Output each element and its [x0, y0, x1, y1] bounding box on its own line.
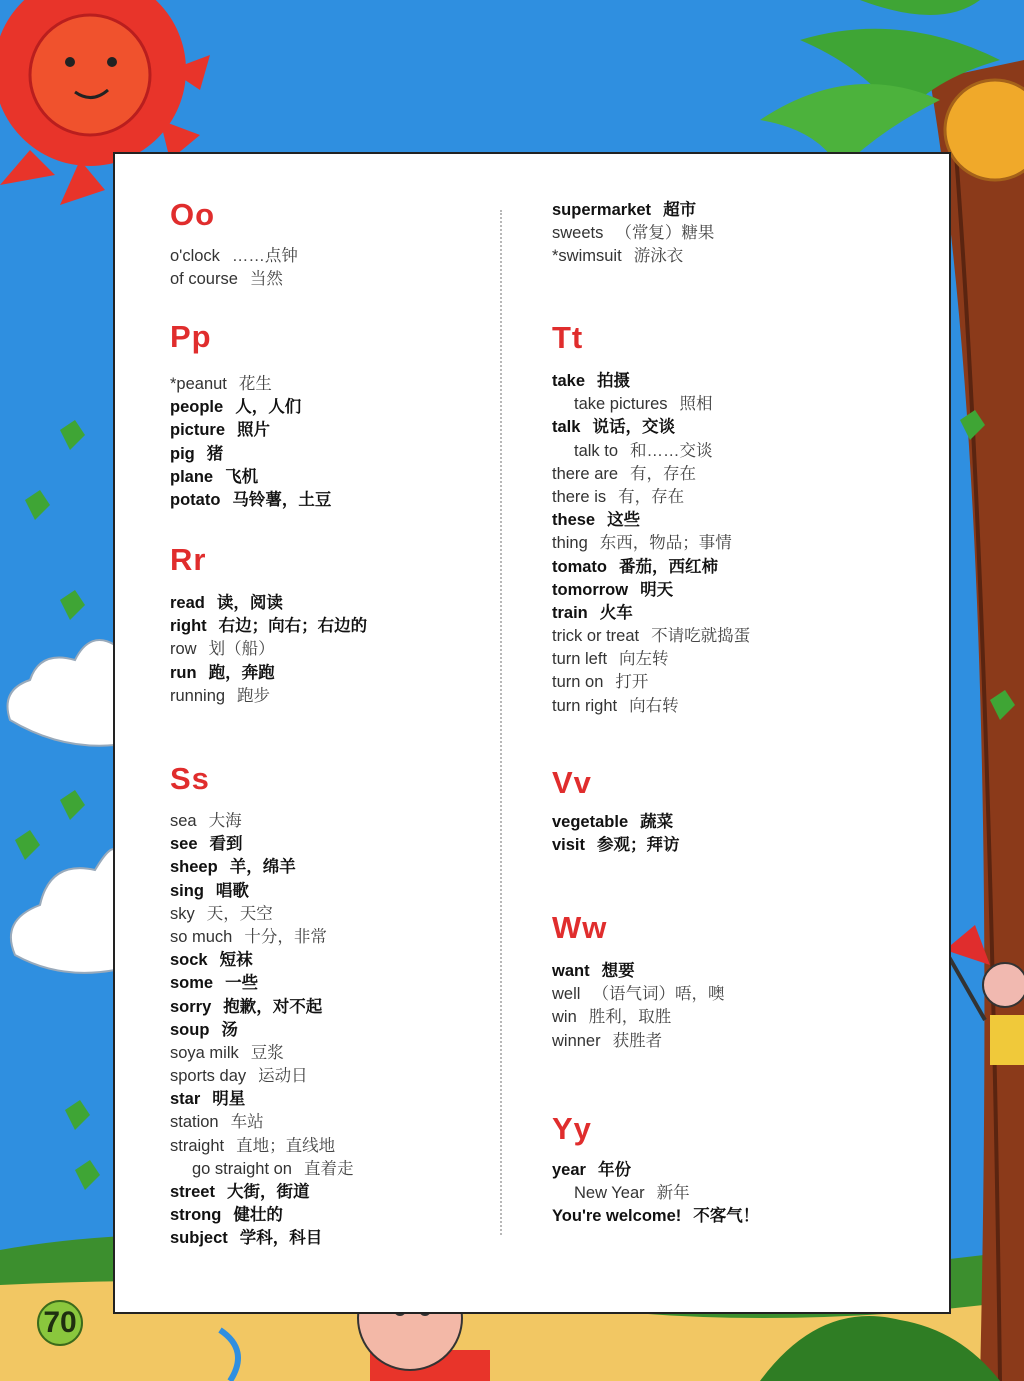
english-word: sea [170, 812, 197, 830]
chinese-meaning: 车站 [230, 1113, 264, 1132]
glossary-entry [170, 949, 353, 972]
english-word: soya milk [170, 1043, 239, 1062]
glossary-entry [552, 486, 750, 509]
english-word: well [552, 985, 581, 1004]
chinese-meaning: 短袜 [219, 951, 253, 970]
entry-list [552, 960, 724, 1053]
english-word: potato [170, 490, 221, 509]
english-word: row [170, 640, 197, 659]
glossary-entry [170, 880, 353, 903]
chinese-meaning: 有，存在 [618, 487, 685, 506]
glossary-entry [552, 834, 680, 857]
glossary-entry [170, 615, 367, 638]
english-word: of course [170, 270, 238, 289]
glossary-entry [170, 662, 367, 685]
chinese-meaning: 想要 [601, 962, 635, 980]
english-word: there are [552, 464, 619, 483]
chinese-meaning: 参观；拜访 [597, 836, 680, 855]
entry-list [552, 199, 714, 269]
chinese-meaning: 大海 [208, 812, 242, 830]
glossary-entry [552, 245, 714, 268]
english-word: there is [552, 487, 607, 506]
chinese-meaning: ……点钟 [231, 247, 298, 265]
english-word: win [552, 1008, 577, 1027]
chinese-meaning: 豆浆 [250, 1043, 284, 1062]
entry-list [170, 245, 298, 291]
glossary-entry [552, 509, 750, 532]
chinese-meaning: 获胜者 [612, 1031, 663, 1050]
glossary-entry [170, 443, 331, 466]
english-word: some [170, 974, 214, 993]
chinese-meaning: 照片 [237, 421, 271, 440]
english-word: go straight on [192, 1159, 292, 1178]
chinese-meaning: 照相 [679, 395, 713, 414]
chinese-meaning: 番茄，西红柿 [619, 557, 718, 576]
chinese-meaning: 蔬菜 [640, 813, 674, 831]
section-letter-s: Ss [170, 761, 210, 796]
english-word: *swimsuit [552, 247, 622, 266]
english-word: sing [170, 881, 204, 900]
glossary-entry [170, 245, 298, 268]
english-word: station [170, 1113, 219, 1132]
chinese-meaning: 不请吃就捣蛋 [651, 627, 751, 646]
section-letter-y: Yy [552, 1111, 592, 1146]
chinese-meaning: 人，人们 [235, 398, 302, 417]
english-word: turn right [552, 696, 618, 715]
glossary-entry [170, 856, 353, 879]
entry-list [552, 811, 680, 857]
glossary-entry [170, 419, 331, 442]
glossary-entry [552, 671, 750, 694]
english-word: sock [170, 951, 208, 970]
chinese-meaning: 羊，绵羊 [229, 858, 296, 877]
chinese-meaning: 直地；直线地 [236, 1136, 336, 1155]
chinese-meaning: 跑步 [237, 686, 271, 705]
glossary-entry [552, 1159, 759, 1182]
english-word: turn left [552, 650, 608, 669]
english-word: winner [552, 1031, 601, 1050]
chinese-meaning: 胜利，取胜 [588, 1008, 672, 1027]
english-word: pig [170, 444, 195, 463]
glossary-entry [170, 373, 331, 396]
english-word: read [170, 594, 205, 612]
chinese-meaning: 说话，交谈 [592, 418, 675, 437]
chinese-meaning: 直着走 [303, 1159, 354, 1178]
english-word: thing [552, 534, 588, 553]
glossary-entry [170, 396, 331, 419]
english-word: soup [170, 1020, 210, 1039]
english-word: vegetable [552, 813, 629, 831]
chinese-meaning: 划（船） [208, 640, 275, 659]
glossary-entry [170, 996, 353, 1019]
english-word: plane [170, 467, 214, 486]
english-word: New Year [574, 1184, 645, 1203]
chinese-meaning: 一些 [225, 974, 259, 993]
chinese-meaning: 明星 [212, 1090, 246, 1109]
chinese-meaning: 汤 [221, 1020, 238, 1039]
glossary-entry [552, 960, 724, 983]
english-word: talk to [574, 441, 619, 460]
glossary-entry [170, 1111, 353, 1134]
glossary-entry [170, 638, 367, 661]
english-word: visit [552, 836, 586, 855]
glossary-entry [170, 810, 353, 833]
english-word: run [170, 663, 197, 682]
entry-list [552, 1159, 759, 1229]
chinese-meaning: 唱歌 [215, 881, 249, 900]
glossary-entry [170, 1042, 353, 1065]
chinese-meaning: 向右转 [629, 696, 679, 715]
section-letter-o: Oo [170, 197, 216, 232]
glossary-entry [552, 983, 724, 1006]
english-word: sky [170, 904, 195, 923]
english-word: strong [170, 1206, 222, 1225]
glossary-entry [170, 1227, 353, 1250]
english-word: sports day [170, 1067, 247, 1086]
glossary-entry [552, 440, 750, 463]
english-word: sweets [552, 224, 604, 243]
english-word: trick or treat [552, 627, 640, 646]
chinese-meaning: 新年 [656, 1184, 690, 1203]
glossary-entry [552, 393, 750, 416]
glossary-entry [552, 625, 750, 648]
glossary-entry [552, 648, 750, 671]
chinese-meaning: 飞机 [225, 467, 259, 486]
glossary-entry [552, 1030, 724, 1053]
glossary-entry [170, 1158, 353, 1181]
chinese-meaning: 花生 [238, 375, 272, 393]
glossary-entry [170, 926, 353, 949]
english-word: sorry [170, 997, 212, 1016]
english-word: tomato [552, 557, 607, 576]
chinese-meaning: 拍摄 [597, 372, 631, 390]
chinese-meaning: 向左转 [619, 650, 669, 669]
section-letter-v: Vv [552, 765, 592, 800]
chinese-meaning: 超市 [663, 201, 697, 219]
glossary-entry [552, 222, 714, 245]
entry-list [170, 810, 353, 1251]
glossary-entry [170, 1019, 353, 1042]
english-word: people [170, 398, 224, 417]
chinese-meaning: 大街，街道 [226, 1183, 310, 1201]
english-word: talk [552, 418, 581, 437]
chinese-meaning: 十分，非常 [244, 927, 327, 946]
glossary-entry [552, 602, 750, 625]
section-letter-p: Pp [170, 319, 212, 354]
chinese-meaning: 东西，物品；事情 [599, 534, 732, 553]
chinese-meaning: 当然 [249, 270, 283, 289]
glossary-entry [552, 416, 750, 439]
chinese-meaning: 这些 [607, 511, 641, 530]
english-word: sheep [170, 858, 218, 877]
page-number: 70 [37, 1300, 83, 1346]
glossary-entry [552, 695, 750, 718]
glossary-entry [170, 1204, 353, 1227]
english-word: *peanut [170, 375, 227, 393]
glossary-entry [170, 1181, 353, 1204]
glossary-entry [552, 1182, 759, 1205]
entry-list [170, 373, 331, 512]
glossary-entry [170, 1135, 353, 1158]
english-word: want [552, 962, 590, 980]
section-letter-r: Rr [170, 542, 207, 577]
chinese-meaning: 有，存在 [630, 464, 697, 483]
glossary-entry [552, 370, 750, 393]
entry-list [552, 370, 750, 718]
english-word: straight [170, 1136, 225, 1155]
glossary-entry [170, 1088, 353, 1111]
glossary-entry [170, 972, 353, 995]
chinese-meaning: 跑，奔跑 [208, 663, 275, 682]
english-word: running [170, 686, 226, 705]
english-word: turn on [552, 673, 604, 692]
glossary-entry [552, 556, 750, 579]
glossary-entry [552, 811, 680, 834]
english-word: see [170, 835, 198, 854]
chinese-meaning: 火车 [599, 603, 633, 622]
english-word: street [170, 1183, 215, 1201]
chinese-meaning: 抱歉，对不起 [223, 997, 323, 1016]
entry-list [170, 592, 367, 708]
english-word: You're welcome! [552, 1207, 682, 1226]
glossary-entry [170, 268, 298, 291]
english-word: right [170, 617, 207, 636]
glossary-entry [552, 1006, 724, 1029]
chinese-meaning: 学科，科目 [239, 1229, 323, 1248]
column-divider [500, 210, 502, 1235]
chinese-meaning: 明天 [640, 580, 674, 599]
chinese-meaning: 打开 [615, 673, 649, 692]
glossary-entry [552, 463, 750, 486]
english-word: subject [170, 1229, 228, 1248]
glossary-entry [170, 833, 353, 856]
english-word: these [552, 511, 596, 530]
english-word: o'clock [170, 247, 220, 265]
chinese-meaning: 不客气！ [693, 1207, 760, 1226]
chinese-meaning: 读，阅读 [216, 594, 283, 612]
chinese-meaning: 猪 [206, 444, 224, 463]
chinese-meaning: 游泳衣 [633, 247, 684, 266]
glossary-entry [170, 685, 367, 708]
chinese-meaning: 天，天空 [206, 904, 273, 923]
chinese-meaning: （常复）糖果 [615, 224, 715, 243]
english-word: take [552, 372, 586, 390]
chinese-meaning: 运动日 [258, 1067, 308, 1086]
glossary-entry [170, 466, 331, 489]
chinese-meaning: 健壮的 [233, 1206, 283, 1225]
glossary-entry [170, 592, 367, 615]
glossary-entry [170, 489, 331, 512]
glossary-entry [552, 532, 750, 555]
english-word: so much [170, 927, 233, 946]
section-letter-t: Tt [552, 320, 584, 355]
chinese-meaning: 右边；向右；右边的 [218, 617, 368, 636]
glossary-entry [552, 1205, 759, 1228]
english-word: supermarket [552, 201, 652, 219]
english-word: picture [170, 421, 226, 440]
chinese-meaning: （语气词）唔，噢 [592, 985, 725, 1004]
chinese-meaning: 和……交谈 [630, 441, 713, 460]
glossary-entry [552, 199, 714, 222]
english-word: star [170, 1090, 201, 1109]
glossary-entry [552, 579, 750, 602]
chinese-meaning: 年份 [597, 1161, 631, 1179]
english-word: tomorrow [552, 580, 629, 599]
chinese-meaning: 马铃薯，土豆 [232, 490, 332, 509]
english-word: take pictures [574, 395, 668, 414]
glossary-entry [170, 1065, 353, 1088]
english-word: year [552, 1161, 586, 1179]
english-word: train [552, 603, 588, 622]
chinese-meaning: 看到 [209, 835, 243, 854]
section-letter-w: Ww [552, 910, 608, 945]
glossary-entry [170, 903, 353, 926]
